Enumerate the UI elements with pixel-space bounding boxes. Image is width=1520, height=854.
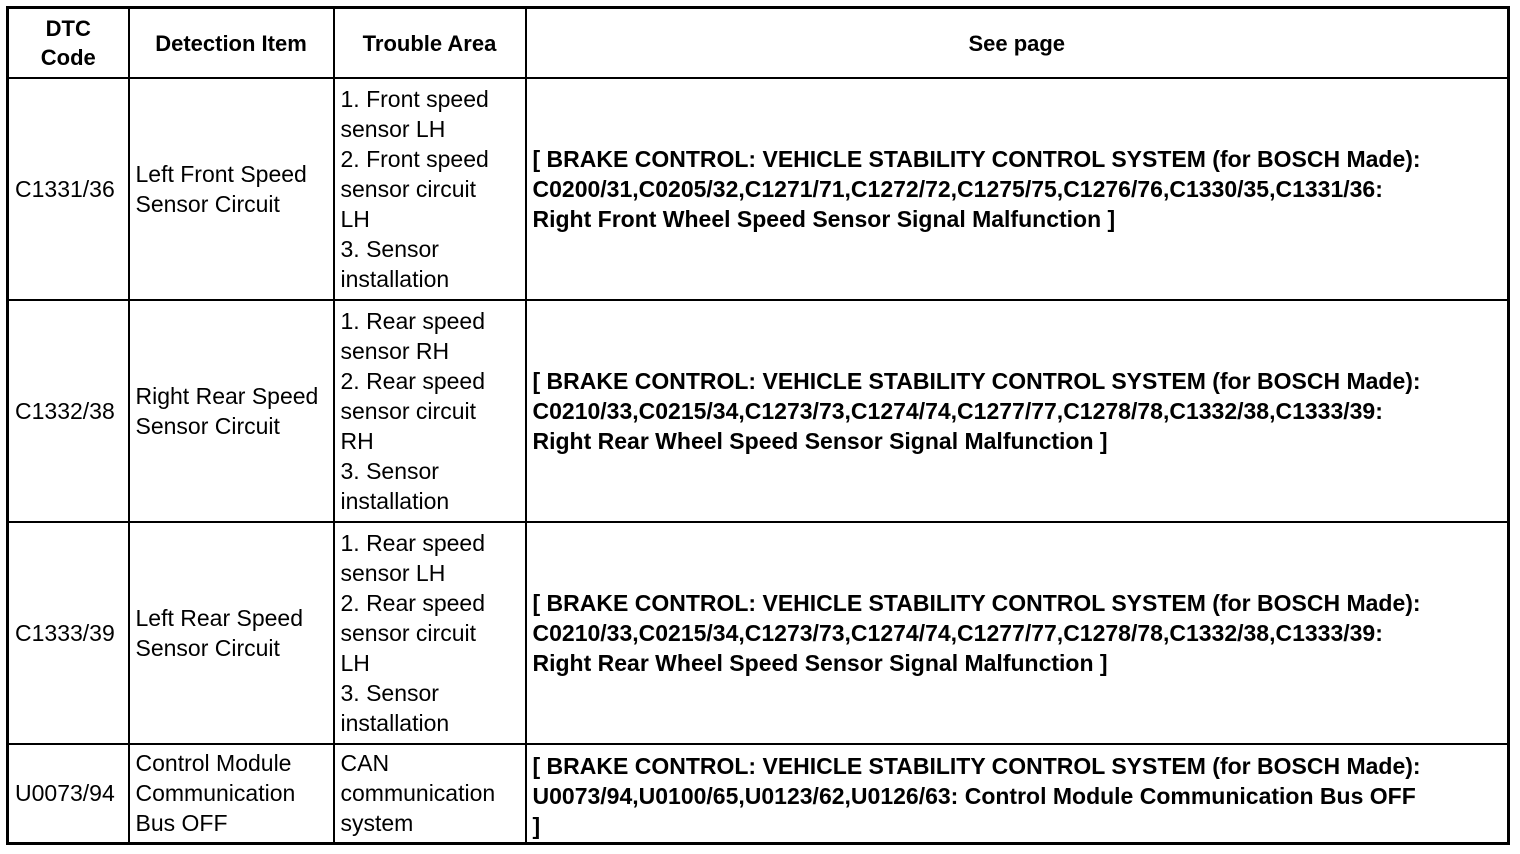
trouble-area-cell (334, 78, 526, 300)
trouble-area-line: 2. Rear speed (340, 590, 485, 616)
table-row (8, 78, 1509, 300)
see-page-line: Right Rear Wheel Speed Sensor Signal Malfunction ] (532, 650, 1108, 676)
trouble-area-line: sensor circuit (340, 620, 476, 646)
trouble-area-line: RH (340, 428, 374, 454)
table-row (8, 522, 1509, 744)
see-page-line: [ BRAKE CONTROL: VEHICLE STABILITY CONTROL SYSTEM (for BOSCH Made): (532, 590, 1421, 616)
dtc-code-cell: C1332/38 (8, 300, 129, 522)
trouble-area-line: sensor circuit (340, 398, 476, 424)
see-page-line: [ BRAKE CONTROL: VEHICLE STABILITY CONTROL SYSTEM (for BOSCH Made): (532, 368, 1421, 394)
trouble-area-line: sensor LH (340, 116, 446, 142)
header-see-page: See page (526, 8, 1509, 79)
see-page-link[interactable] (526, 300, 1509, 522)
trouble-area-line: installation (340, 266, 450, 292)
trouble-area-line: 1. Front speed (340, 86, 489, 112)
detection-item-cell: Right Rear Speed Sensor Circuit (129, 300, 334, 522)
trouble-area-line: 3. Sensor (340, 236, 439, 262)
trouble-area-line: CAN (340, 750, 390, 777)
see-page-line: C0210/33,C0215/34,C1273/73,C1274/74,C1277/77,C1278/78,C1332/38,C1333/39: (532, 620, 1383, 646)
trouble-area-line: system (340, 810, 414, 837)
trouble-area-line: sensor LH (340, 560, 446, 586)
table-header-row (8, 8, 1509, 79)
trouble-area-line: sensor circuit (340, 176, 476, 202)
see-page-line: [ BRAKE CONTROL: VEHICLE STABILITY CONTROL SYSTEM (for BOSCH Made): (532, 146, 1421, 172)
trouble-area-line: 1. Rear speed (340, 308, 485, 334)
detection-item-cell: Control Module Communication Bus OFF (129, 744, 334, 843)
dtc-code-cell: C1331/36 (8, 78, 129, 300)
see-page-line: [ BRAKE CONTROL: VEHICLE STABILITY CONTROL SYSTEM (for BOSCH Made): (532, 753, 1421, 780)
see-page-line: C0210/33,C0215/34,C1273/73,C1274/74,C1277/77,C1278/78,C1332/38,C1333/39: (532, 398, 1383, 424)
trouble-area-cell (334, 300, 526, 522)
trouble-area-line: 1. Rear speed (340, 530, 485, 556)
trouble-area-line: sensor RH (340, 338, 450, 364)
header-detection-item: Detection Item (129, 8, 334, 79)
header-trouble-area: Trouble Area (334, 8, 526, 79)
trouble-area-line: 3. Sensor (340, 458, 439, 484)
trouble-area-line: 2. Front speed (340, 146, 489, 172)
see-page-link[interactable] (526, 522, 1509, 744)
dtc-code-cell: C1333/39 (8, 522, 129, 744)
see-page-line: Right Rear Wheel Speed Sensor Signal Malfunction ] (532, 428, 1108, 454)
detection-item-cell: Left Rear Speed Sensor Circuit (129, 522, 334, 744)
trouble-area-line: 2. Rear speed (340, 368, 485, 394)
see-page-line: ] (532, 813, 541, 840)
trouble-area-line: LH (340, 206, 370, 232)
trouble-area-cell (334, 522, 526, 744)
table-row (8, 744, 1509, 843)
table-row (8, 300, 1509, 522)
trouble-area-line: LH (340, 650, 370, 676)
dtc-code-cell: U0073/94 (8, 744, 129, 843)
see-page-line: C0200/31,C0205/32,C1271/71,C1272/72,C1275/75,C1276/76,C1330/35,C1331/36: (532, 176, 1383, 202)
trouble-area-cell (334, 744, 526, 843)
trouble-area-line: installation (340, 710, 450, 736)
trouble-area-line: installation (340, 488, 450, 514)
header-dtc-code: DTC Code (8, 8, 129, 79)
trouble-area-line: communication (340, 780, 496, 807)
see-page-link[interactable] (526, 78, 1509, 300)
detection-item-cell: Left Front Speed Sensor Circuit (129, 78, 334, 300)
see-page-line: Right Front Wheel Speed Sensor Signal Malfunction ] (532, 206, 1116, 232)
see-page-link[interactable] (526, 744, 1509, 843)
dtc-table (6, 6, 1510, 845)
trouble-area-line: 3. Sensor (340, 680, 439, 706)
see-page-line: U0073/94,U0100/65,U0123/62,U0126/63: Control Module Communication Bus OFF (532, 783, 1416, 810)
